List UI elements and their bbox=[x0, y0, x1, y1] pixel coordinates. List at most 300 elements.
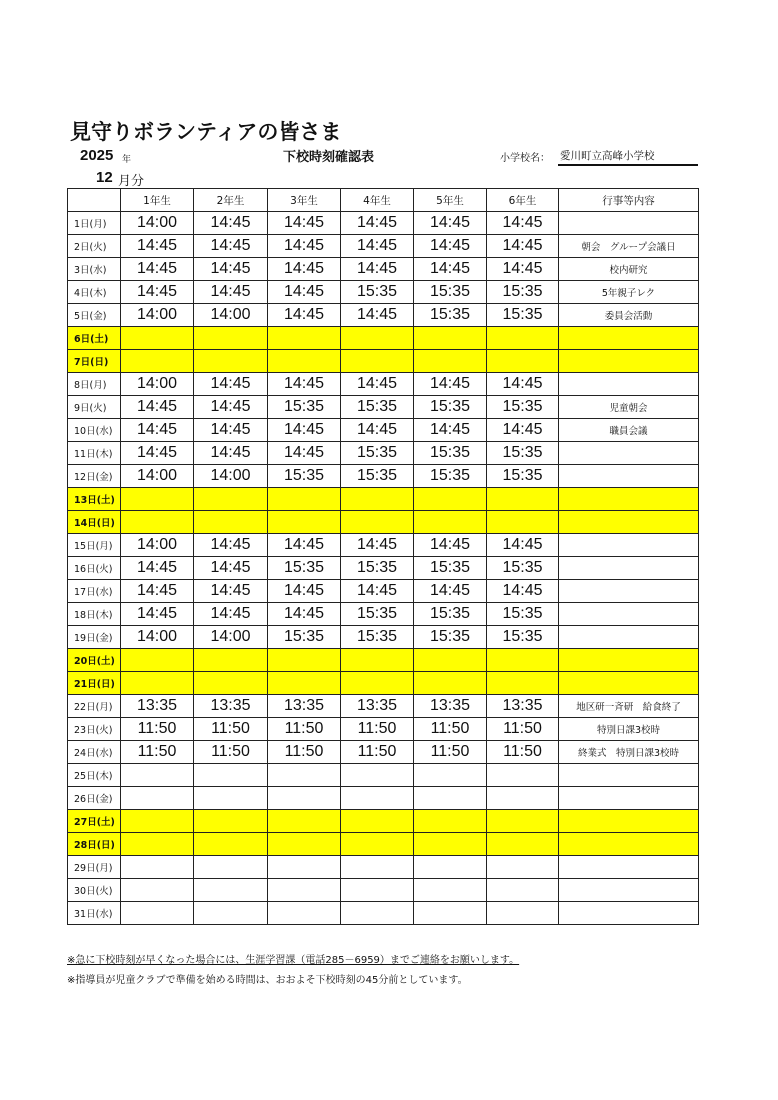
time-cell-grade-6: 14:45 bbox=[487, 373, 559, 396]
time-cell-grade-3 bbox=[268, 672, 341, 695]
time-cell-grade-5 bbox=[414, 350, 487, 373]
time-cell-grade-3: 14:45 bbox=[268, 373, 341, 396]
time-cell-grade-2 bbox=[194, 488, 268, 511]
header-grade-4: 4年生 bbox=[341, 189, 414, 212]
table-row bbox=[68, 718, 699, 741]
time-cell-grade-4: 14:45 bbox=[341, 212, 414, 235]
time-cell-grade-6 bbox=[487, 810, 559, 833]
event-cell bbox=[559, 488, 699, 511]
time-cell-grade-1 bbox=[121, 649, 194, 672]
time-cell-grade-2: 11:50 bbox=[194, 741, 268, 764]
event-cell bbox=[559, 465, 699, 488]
time-cell-grade-4 bbox=[341, 327, 414, 350]
time-cell-grade-2 bbox=[194, 856, 268, 879]
time-cell-grade-3: 14:45 bbox=[268, 442, 341, 465]
time-cell-grade-6: 14:45 bbox=[487, 580, 559, 603]
table-row bbox=[68, 419, 699, 442]
event-cell: 委員会活動 bbox=[559, 304, 699, 327]
time-cell-grade-2 bbox=[194, 649, 268, 672]
time-cell-grade-1 bbox=[121, 672, 194, 695]
time-cell-grade-6: 15:35 bbox=[487, 442, 559, 465]
time-cell-grade-3: 14:45 bbox=[268, 580, 341, 603]
time-cell-grade-5 bbox=[414, 787, 487, 810]
time-cell-grade-3 bbox=[268, 810, 341, 833]
time-cell-grade-4: 15:35 bbox=[341, 281, 414, 304]
time-cell-grade-2: 14:45 bbox=[194, 281, 268, 304]
time-cell-grade-5 bbox=[414, 511, 487, 534]
table-row bbox=[68, 511, 699, 534]
page-title: 見守りボランティアの皆さま bbox=[70, 120, 342, 144]
date-cell: 7日(日) bbox=[68, 350, 121, 373]
date-cell: 28日(日) bbox=[68, 833, 121, 856]
time-cell-grade-1: 13:35 bbox=[121, 695, 194, 718]
time-cell-grade-6 bbox=[487, 327, 559, 350]
time-cell-grade-6: 15:35 bbox=[487, 603, 559, 626]
event-cell bbox=[559, 580, 699, 603]
event-cell: 地区研一斉研 給食終了 bbox=[559, 695, 699, 718]
time-cell-grade-4 bbox=[341, 672, 414, 695]
time-cell-grade-5 bbox=[414, 902, 487, 925]
time-cell-grade-5: 14:45 bbox=[414, 258, 487, 281]
time-cell-grade-4 bbox=[341, 350, 414, 373]
event-cell bbox=[559, 672, 699, 695]
event-cell: 職員会議 bbox=[559, 419, 699, 442]
time-cell-grade-5: 15:35 bbox=[414, 603, 487, 626]
time-cell-grade-2: 14:45 bbox=[194, 258, 268, 281]
time-cell-grade-6: 13:35 bbox=[487, 695, 559, 718]
table-row bbox=[68, 626, 699, 649]
time-cell-grade-1: 14:45 bbox=[121, 580, 194, 603]
event-cell bbox=[559, 350, 699, 373]
date-cell: 15日(月) bbox=[68, 534, 121, 557]
time-cell-grade-1: 14:00 bbox=[121, 373, 194, 396]
time-cell-grade-1 bbox=[121, 787, 194, 810]
time-cell-grade-3 bbox=[268, 879, 341, 902]
event-cell bbox=[559, 212, 699, 235]
time-cell-grade-6: 15:35 bbox=[487, 396, 559, 419]
date-cell: 22日(月) bbox=[68, 695, 121, 718]
time-cell-grade-1: 11:50 bbox=[121, 718, 194, 741]
header-events: 行事等内容 bbox=[559, 189, 699, 212]
table-row bbox=[68, 304, 699, 327]
month-value: 12 bbox=[96, 169, 113, 186]
event-cell bbox=[559, 442, 699, 465]
date-cell: 23日(火) bbox=[68, 718, 121, 741]
event-cell: 特別日課3校時 bbox=[559, 718, 699, 741]
time-cell-grade-4: 14:45 bbox=[341, 580, 414, 603]
time-cell-grade-1 bbox=[121, 511, 194, 534]
table-row bbox=[68, 350, 699, 373]
time-cell-grade-5: 15:35 bbox=[414, 442, 487, 465]
header-date bbox=[68, 189, 121, 212]
event-cell bbox=[559, 902, 699, 925]
date-cell: 17日(水) bbox=[68, 580, 121, 603]
date-cell: 13日(土) bbox=[68, 488, 121, 511]
time-cell-grade-5 bbox=[414, 488, 487, 511]
time-cell-grade-4: 15:35 bbox=[341, 557, 414, 580]
time-cell-grade-6 bbox=[487, 511, 559, 534]
time-cell-grade-2: 14:45 bbox=[194, 419, 268, 442]
time-cell-grade-2: 14:45 bbox=[194, 580, 268, 603]
time-cell-grade-4: 15:35 bbox=[341, 396, 414, 419]
time-cell-grade-6: 14:45 bbox=[487, 235, 559, 258]
time-cell-grade-3 bbox=[268, 511, 341, 534]
time-cell-grade-6: 14:45 bbox=[487, 258, 559, 281]
date-cell: 6日(土) bbox=[68, 327, 121, 350]
time-cell-grade-6 bbox=[487, 649, 559, 672]
time-cell-grade-1: 14:45 bbox=[121, 258, 194, 281]
time-cell-grade-4: 14:45 bbox=[341, 419, 414, 442]
time-cell-grade-4 bbox=[341, 856, 414, 879]
time-cell-grade-4: 14:45 bbox=[341, 235, 414, 258]
time-cell-grade-1: 14:45 bbox=[121, 281, 194, 304]
time-cell-grade-4: 14:45 bbox=[341, 373, 414, 396]
time-cell-grade-4: 11:50 bbox=[341, 741, 414, 764]
event-cell bbox=[559, 511, 699, 534]
time-cell-grade-3 bbox=[268, 902, 341, 925]
time-cell-grade-4 bbox=[341, 488, 414, 511]
event-cell bbox=[559, 833, 699, 856]
time-cell-grade-2: 14:45 bbox=[194, 442, 268, 465]
time-cell-grade-3: 14:45 bbox=[268, 419, 341, 442]
time-cell-grade-3 bbox=[268, 350, 341, 373]
event-cell bbox=[559, 879, 699, 902]
date-cell: 2日(火) bbox=[68, 235, 121, 258]
time-cell-grade-2 bbox=[194, 327, 268, 350]
date-cell: 14日(日) bbox=[68, 511, 121, 534]
date-cell: 27日(土) bbox=[68, 810, 121, 833]
time-cell-grade-6: 14:45 bbox=[487, 212, 559, 235]
time-cell-grade-5: 14:45 bbox=[414, 212, 487, 235]
date-cell: 25日(木) bbox=[68, 764, 121, 787]
time-cell-grade-5 bbox=[414, 672, 487, 695]
time-cell-grade-6 bbox=[487, 672, 559, 695]
date-cell: 10日(水) bbox=[68, 419, 121, 442]
time-cell-grade-2: 14:00 bbox=[194, 465, 268, 488]
header-grade-3: 3年生 bbox=[268, 189, 341, 212]
time-cell-grade-5: 14:45 bbox=[414, 419, 487, 442]
time-cell-grade-5 bbox=[414, 856, 487, 879]
table-row bbox=[68, 856, 699, 879]
time-cell-grade-1 bbox=[121, 879, 194, 902]
time-cell-grade-4: 15:35 bbox=[341, 626, 414, 649]
time-cell-grade-1 bbox=[121, 810, 194, 833]
time-cell-grade-6 bbox=[487, 856, 559, 879]
time-cell-grade-5: 15:35 bbox=[414, 281, 487, 304]
time-cell-grade-2: 14:45 bbox=[194, 557, 268, 580]
time-cell-grade-5: 14:45 bbox=[414, 373, 487, 396]
table-row bbox=[68, 534, 699, 557]
time-cell-grade-5: 14:45 bbox=[414, 580, 487, 603]
time-cell-grade-2 bbox=[194, 511, 268, 534]
event-cell bbox=[559, 557, 699, 580]
time-cell-grade-3 bbox=[268, 856, 341, 879]
date-cell: 8日(月) bbox=[68, 373, 121, 396]
school-label: 小学校名： bbox=[500, 153, 550, 164]
time-cell-grade-1: 11:50 bbox=[121, 741, 194, 764]
time-cell-grade-5 bbox=[414, 327, 487, 350]
time-cell-grade-1: 14:45 bbox=[121, 235, 194, 258]
time-cell-grade-4 bbox=[341, 787, 414, 810]
document-title: 下校時刻確認表 bbox=[283, 150, 375, 165]
time-cell-grade-2: 14:45 bbox=[194, 373, 268, 396]
time-cell-grade-4: 15:35 bbox=[341, 603, 414, 626]
time-cell-grade-6: 11:50 bbox=[487, 718, 559, 741]
time-cell-grade-2: 14:45 bbox=[194, 603, 268, 626]
time-cell-grade-2 bbox=[194, 672, 268, 695]
time-cell-grade-3 bbox=[268, 327, 341, 350]
table-row bbox=[68, 235, 699, 258]
event-cell bbox=[559, 787, 699, 810]
time-cell-grade-2: 14:00 bbox=[194, 304, 268, 327]
event-cell: 終業式 特別日課3校時 bbox=[559, 741, 699, 764]
time-cell-grade-3: 11:50 bbox=[268, 718, 341, 741]
table-row bbox=[68, 879, 699, 902]
time-cell-grade-4 bbox=[341, 810, 414, 833]
time-cell-grade-4 bbox=[341, 879, 414, 902]
year-value: 2025 bbox=[80, 147, 114, 164]
time-cell-grade-3: 14:45 bbox=[268, 281, 341, 304]
event-cell bbox=[559, 373, 699, 396]
time-cell-grade-3 bbox=[268, 649, 341, 672]
header-grade-6: 6年生 bbox=[487, 189, 559, 212]
time-cell-grade-1 bbox=[121, 902, 194, 925]
time-cell-grade-3: 11:50 bbox=[268, 741, 341, 764]
date-cell: 5日(金) bbox=[68, 304, 121, 327]
time-cell-grade-5 bbox=[414, 810, 487, 833]
time-cell-grade-6: 14:45 bbox=[487, 534, 559, 557]
time-cell-grade-5 bbox=[414, 764, 487, 787]
time-cell-grade-5: 15:35 bbox=[414, 396, 487, 419]
month-unit: 月分 bbox=[118, 174, 145, 189]
event-cell bbox=[559, 856, 699, 879]
time-cell-grade-5: 15:35 bbox=[414, 304, 487, 327]
time-cell-grade-5 bbox=[414, 649, 487, 672]
time-cell-grade-3: 15:35 bbox=[268, 557, 341, 580]
time-cell-grade-4: 14:45 bbox=[341, 258, 414, 281]
time-cell-grade-6 bbox=[487, 764, 559, 787]
table-row bbox=[68, 373, 699, 396]
time-cell-grade-3: 14:45 bbox=[268, 534, 341, 557]
table-row bbox=[68, 580, 699, 603]
date-cell: 11日(木) bbox=[68, 442, 121, 465]
time-cell-grade-4: 15:35 bbox=[341, 465, 414, 488]
time-cell-grade-3 bbox=[268, 764, 341, 787]
time-cell-grade-2: 11:50 bbox=[194, 718, 268, 741]
time-cell-grade-2: 14:45 bbox=[194, 396, 268, 419]
time-cell-grade-6: 14:45 bbox=[487, 419, 559, 442]
table-row bbox=[68, 557, 699, 580]
time-cell-grade-5: 15:35 bbox=[414, 626, 487, 649]
time-cell-grade-4: 11:50 bbox=[341, 718, 414, 741]
date-cell: 18日(木) bbox=[68, 603, 121, 626]
date-cell: 29日(月) bbox=[68, 856, 121, 879]
event-cell: 朝会 グループ会議日 bbox=[559, 235, 699, 258]
time-cell-grade-3 bbox=[268, 787, 341, 810]
event-cell: 児童朝会 bbox=[559, 396, 699, 419]
table-row bbox=[68, 258, 699, 281]
time-cell-grade-5 bbox=[414, 879, 487, 902]
time-cell-grade-6 bbox=[487, 902, 559, 925]
event-cell bbox=[559, 810, 699, 833]
time-cell-grade-3: 14:45 bbox=[268, 258, 341, 281]
table-row bbox=[68, 695, 699, 718]
school-name: 愛川町立高峰小学校 bbox=[560, 150, 655, 162]
time-cell-grade-2 bbox=[194, 350, 268, 373]
time-cell-grade-1: 14:45 bbox=[121, 396, 194, 419]
time-cell-grade-6: 11:50 bbox=[487, 741, 559, 764]
event-cell bbox=[559, 327, 699, 350]
time-cell-grade-3: 14:45 bbox=[268, 212, 341, 235]
table-row bbox=[68, 902, 699, 925]
time-cell-grade-5: 14:45 bbox=[414, 534, 487, 557]
date-cell: 20日(土) bbox=[68, 649, 121, 672]
time-cell-grade-5: 11:50 bbox=[414, 718, 487, 741]
event-cell: 校内研究 bbox=[559, 258, 699, 281]
time-cell-grade-3 bbox=[268, 488, 341, 511]
date-cell: 19日(金) bbox=[68, 626, 121, 649]
time-cell-grade-6 bbox=[487, 833, 559, 856]
time-cell-grade-6 bbox=[487, 879, 559, 902]
event-cell bbox=[559, 649, 699, 672]
note-preparation: ※指導員が児童クラブで準備を始める時間は、おおよそ下校時刻の45分前としています。 bbox=[67, 975, 468, 986]
time-cell-grade-1: 14:45 bbox=[121, 603, 194, 626]
time-cell-grade-3: 15:35 bbox=[268, 626, 341, 649]
time-cell-grade-3: 14:45 bbox=[268, 235, 341, 258]
time-cell-grade-2: 14:45 bbox=[194, 534, 268, 557]
date-cell: 30日(火) bbox=[68, 879, 121, 902]
time-cell-grade-4 bbox=[341, 902, 414, 925]
note-contact: ※急に下校時刻が早くなった場合には、生涯学習課（電話285－6959）までご連絡をお願いします。 bbox=[67, 955, 520, 966]
time-cell-grade-5: 15:35 bbox=[414, 557, 487, 580]
time-cell-grade-4: 15:35 bbox=[341, 442, 414, 465]
time-cell-grade-1: 14:00 bbox=[121, 212, 194, 235]
time-cell-grade-2: 14:00 bbox=[194, 626, 268, 649]
table-row bbox=[68, 212, 699, 235]
table-row bbox=[68, 327, 699, 350]
time-cell-grade-6: 15:35 bbox=[487, 626, 559, 649]
year-unit: 年 bbox=[122, 155, 132, 165]
time-cell-grade-5 bbox=[414, 833, 487, 856]
table-row bbox=[68, 672, 699, 695]
date-cell: 31日(水) bbox=[68, 902, 121, 925]
school-name-underline bbox=[558, 164, 698, 166]
time-cell-grade-5: 15:35 bbox=[414, 465, 487, 488]
table-row bbox=[68, 649, 699, 672]
table-row bbox=[68, 465, 699, 488]
time-cell-grade-1: 14:45 bbox=[121, 557, 194, 580]
time-cell-grade-1 bbox=[121, 764, 194, 787]
time-cell-grade-2 bbox=[194, 810, 268, 833]
event-cell bbox=[559, 534, 699, 557]
date-cell: 16日(火) bbox=[68, 557, 121, 580]
time-cell-grade-4 bbox=[341, 511, 414, 534]
time-cell-grade-2: 14:45 bbox=[194, 212, 268, 235]
time-cell-grade-1: 14:00 bbox=[121, 626, 194, 649]
header-grade-5: 5年生 bbox=[414, 189, 487, 212]
time-cell-grade-4 bbox=[341, 833, 414, 856]
time-cell-grade-1 bbox=[121, 488, 194, 511]
time-cell-grade-1 bbox=[121, 327, 194, 350]
time-cell-grade-6 bbox=[487, 488, 559, 511]
table-row bbox=[68, 764, 699, 787]
table-row bbox=[68, 396, 699, 419]
date-cell: 1日(月) bbox=[68, 212, 121, 235]
table-row bbox=[68, 787, 699, 810]
time-cell-grade-3: 14:45 bbox=[268, 603, 341, 626]
time-cell-grade-4 bbox=[341, 649, 414, 672]
time-cell-grade-1 bbox=[121, 350, 194, 373]
time-cell-grade-3 bbox=[268, 833, 341, 856]
time-cell-grade-1: 14:00 bbox=[121, 534, 194, 557]
time-cell-grade-1 bbox=[121, 856, 194, 879]
date-cell: 21日(日) bbox=[68, 672, 121, 695]
time-cell-grade-1: 14:45 bbox=[121, 442, 194, 465]
time-cell-grade-2 bbox=[194, 764, 268, 787]
time-cell-grade-6: 15:35 bbox=[487, 304, 559, 327]
date-cell: 4日(木) bbox=[68, 281, 121, 304]
time-cell-grade-4: 14:45 bbox=[341, 534, 414, 557]
date-cell: 9日(火) bbox=[68, 396, 121, 419]
time-cell-grade-1: 14:45 bbox=[121, 419, 194, 442]
date-cell: 3日(水) bbox=[68, 258, 121, 281]
time-cell-grade-6: 15:35 bbox=[487, 281, 559, 304]
table-row bbox=[68, 442, 699, 465]
time-cell-grade-3: 15:35 bbox=[268, 396, 341, 419]
time-cell-grade-4 bbox=[341, 764, 414, 787]
time-cell-grade-5: 11:50 bbox=[414, 741, 487, 764]
time-cell-grade-5: 14:45 bbox=[414, 235, 487, 258]
time-cell-grade-6 bbox=[487, 350, 559, 373]
time-cell-grade-6 bbox=[487, 787, 559, 810]
time-cell-grade-6: 15:35 bbox=[487, 557, 559, 580]
table-row bbox=[68, 281, 699, 304]
header-grade-2: 2年生 bbox=[194, 189, 268, 212]
time-cell-grade-3: 14:45 bbox=[268, 304, 341, 327]
table-header-row bbox=[68, 189, 699, 212]
time-cell-grade-4: 14:45 bbox=[341, 304, 414, 327]
time-cell-grade-2 bbox=[194, 787, 268, 810]
table-row bbox=[68, 488, 699, 511]
time-cell-grade-3: 13:35 bbox=[268, 695, 341, 718]
date-cell: 24日(水) bbox=[68, 741, 121, 764]
time-cell-grade-2 bbox=[194, 902, 268, 925]
time-cell-grade-2 bbox=[194, 833, 268, 856]
event-cell bbox=[559, 626, 699, 649]
time-cell-grade-3: 15:35 bbox=[268, 465, 341, 488]
time-cell-grade-5: 13:35 bbox=[414, 695, 487, 718]
table-row bbox=[68, 833, 699, 856]
time-cell-grade-2: 13:35 bbox=[194, 695, 268, 718]
event-cell bbox=[559, 764, 699, 787]
date-cell: 26日(金) bbox=[68, 787, 121, 810]
event-cell bbox=[559, 603, 699, 626]
time-cell-grade-4: 13:35 bbox=[341, 695, 414, 718]
date-cell: 12日(金) bbox=[68, 465, 121, 488]
table-row bbox=[68, 603, 699, 626]
time-cell-grade-2: 14:45 bbox=[194, 235, 268, 258]
header-grade-1: 1年生 bbox=[121, 189, 194, 212]
time-cell-grade-2 bbox=[194, 879, 268, 902]
time-cell-grade-1: 14:00 bbox=[121, 465, 194, 488]
dismissal-time-table bbox=[67, 188, 699, 925]
time-cell-grade-6: 15:35 bbox=[487, 465, 559, 488]
time-cell-grade-1 bbox=[121, 833, 194, 856]
event-cell: 5年親子レク bbox=[559, 281, 699, 304]
time-cell-grade-1: 14:00 bbox=[121, 304, 194, 327]
table-row bbox=[68, 810, 699, 833]
table-row bbox=[68, 741, 699, 764]
